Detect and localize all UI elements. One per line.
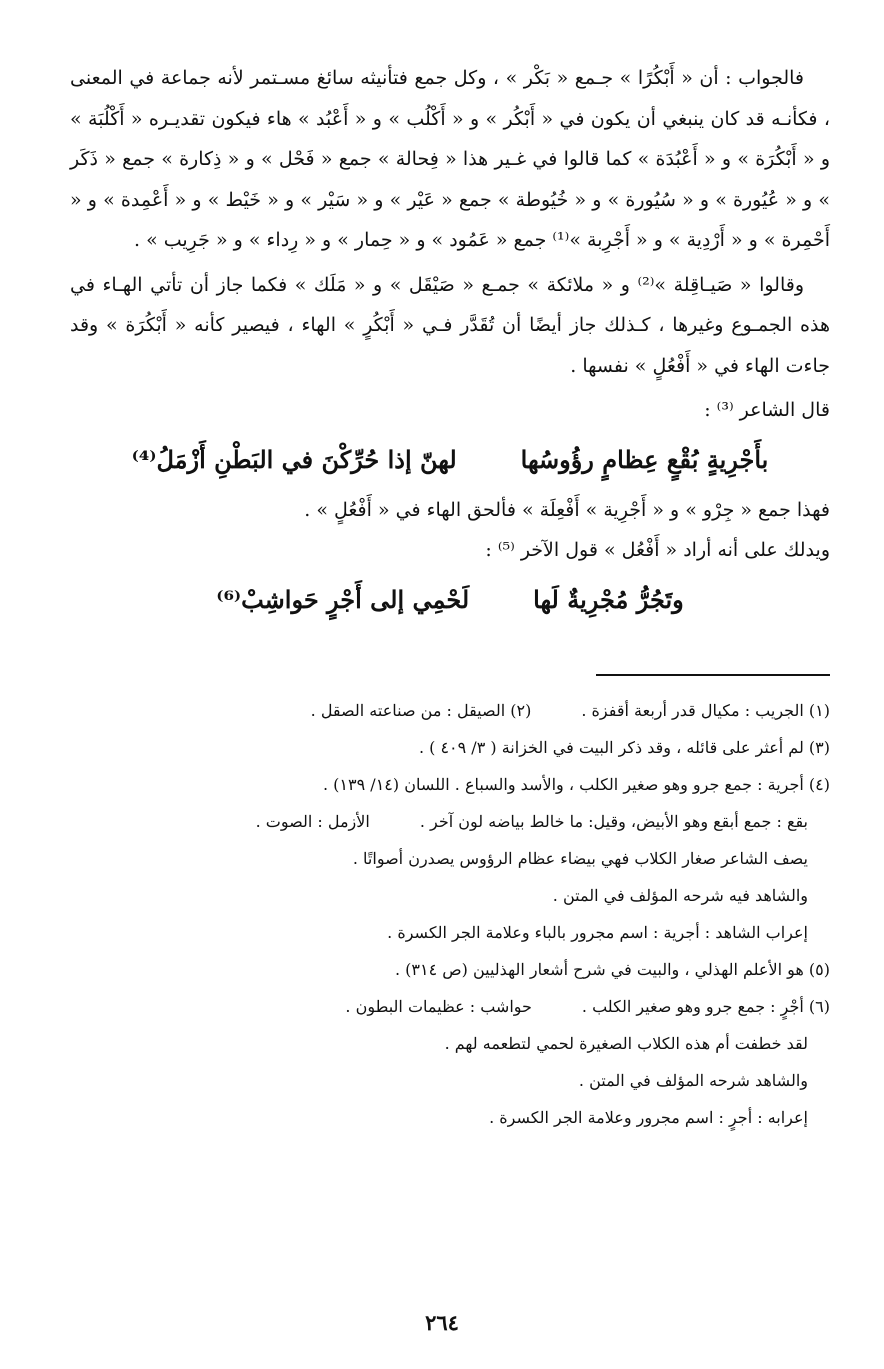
footnote-text-secondary: الأزمل : الصوت . bbox=[255, 812, 370, 831]
footnote-text: بقع : جمع أبقع وهو الأبيض، وقيل: ما خالط بياضه لون آخر . bbox=[419, 812, 808, 831]
poet-intro-2: ويدلك على أنه أراد « أَفْعُل » قول الآخر ⁽⁵⁾ : bbox=[485, 539, 830, 561]
footnote-separator bbox=[596, 674, 830, 676]
footnote-line bbox=[70, 914, 830, 951]
footnote-text: لقد خطفت أم هذه الكلاب الصغيرة لحمي لتطعمه لهم . bbox=[444, 1034, 808, 1053]
footnote-text: إعرابه : أجرٍ : اسم مجرور وعلامة الجر الكسرة . bbox=[489, 1108, 808, 1127]
footnote-text-secondary: (٢) الصيقل : من صناعته الصقل . bbox=[310, 701, 532, 720]
footnote-text: (٤) أجرية : جمع جرو وهو صغير الكلب ، والأسد والسباع . اللسان (١٤/ ١٣٩) . bbox=[323, 775, 830, 794]
footnotes bbox=[70, 692, 830, 1136]
footnote-line bbox=[70, 1099, 830, 1136]
footnote-line bbox=[70, 766, 830, 803]
verse-2-second-hemistich: لَحْمِي إلى أَجْرٍ حَواشِبْ⁽⁶⁾ bbox=[216, 585, 470, 614]
footnote-line bbox=[70, 877, 830, 914]
page-body bbox=[70, 58, 830, 1136]
footnote-line bbox=[70, 692, 830, 729]
verse-1-first-hemistich: بأَجْرِيةٍ بُقْعٍ عِظامٍ رؤُوسُها bbox=[520, 445, 769, 474]
footnote-line bbox=[70, 803, 830, 840]
footnote-line bbox=[70, 1062, 830, 1099]
poet-intro-1: قال الشاعر ⁽³⁾ : bbox=[704, 399, 830, 421]
footnote-text: والشاهد فيه شرحه المؤلف في المتن . bbox=[552, 886, 808, 905]
footnote-text: (٦) أجْرٍ : جمع جرو وهو صغير الكلب . bbox=[581, 997, 830, 1016]
page-number: ٢٦٤ bbox=[425, 1310, 459, 1335]
line-after-verse-1: فهذا جمع « جِرْو » و « أَجْرِية » أَفْعِلَة » فألحق الهاء في « أَفْعُلٍ » . bbox=[304, 499, 830, 521]
footnote-text: والشاهد شرحه المؤلف في المتن . bbox=[578, 1071, 808, 1090]
footnote-text: (١) الجريب : مكيال قدر أربعة أقفزة . bbox=[581, 701, 830, 720]
footnote-line bbox=[70, 1025, 830, 1062]
footnote-text: يصف الشاعر صغار الكلاب فهي بيضاء عظام الرؤوس يصدرن أصواتًا . bbox=[352, 849, 808, 868]
footnote-line bbox=[70, 840, 830, 877]
verse-1 bbox=[70, 430, 830, 490]
footnote-text: إعراب الشاهد : أجرية : اسم مجرور بالباء وعلامة الجر الكسرة . bbox=[387, 923, 808, 942]
footnote-text: (٣) لم أعثر على قائله ، وقد ذكر البيت في الخزانة ( ٣/ ٤٠٩ ) . bbox=[418, 738, 830, 757]
footnote-line bbox=[70, 729, 830, 766]
footnote-text: (٥) هو الأعلم الهذلي ، والبيت في شرح أشعار الهذليين (ص ٣١٤) . bbox=[395, 960, 830, 979]
paragraph-2-text: وقالوا « صَيـاقِلة »⁽²⁾ و « ملائكة » جمـع « صَيْقَل » و « مَلَك » فكما جاز أن تأتي الهـاء في هذه الجمـوع وغيرها ، كـذلك جاز أيضًا أن تُقَدَّر فـي « أَبْكُرٍ » الهاء ، فيصير كأنه « أَبْكُرَة » وقد جاءت الهاء في « أَفْعُلٍ » نفسها . bbox=[70, 273, 830, 377]
footnote-line bbox=[70, 988, 830, 1025]
verse-1-second-hemistich: لهنّ إذا حُرِّكْنَ في البَطْنِ أَزْمَلُ⁽⁴⁾ bbox=[131, 445, 457, 474]
paragraph-1 bbox=[70, 58, 830, 261]
verse-2 bbox=[70, 570, 830, 630]
verse-2-first-hemistich: وتَجُرُّ مُجْرِيةٌ لَها bbox=[533, 585, 684, 614]
paragraph-2 bbox=[70, 265, 830, 387]
paragraph-1-text: فالجواب : أن « أَبْكُرًا » جـمع « بَكْر » ، وكل جمع فتأنيثه سائغ مسـتمر لأنه جماعة في المعنى ، فكأنـه قد كان ينبغي أن يكون في « أَبْكُر » و « أَكْلُب » و « أَعْبُد » هاء فيكون تقديـره « أَكْلُبَة » و « أَبْكُرَة » و « أَعْبُدَة » كما قالوا في غـير هذا « فِحالة » جمع « فَحْل » و « ذِكارة » جمع « ذَكَر » و « عُيُورة » و « سُيُورة » و « خُيُوطة » جمع « عَيْر » و « سَيْر » و « خَيْط » و « أَعْمِدة » و « أَحْمِرة » و « أَرْدِية » و « أَجْرِبة »⁽¹⁾ جمع « عَمُود » و « حِمار » و « رِداء » و « جَرِيب » . bbox=[70, 67, 830, 251]
footnote-text-secondary: حواشب : عظيمات البطون . bbox=[345, 997, 532, 1016]
footnote-line bbox=[70, 951, 830, 988]
